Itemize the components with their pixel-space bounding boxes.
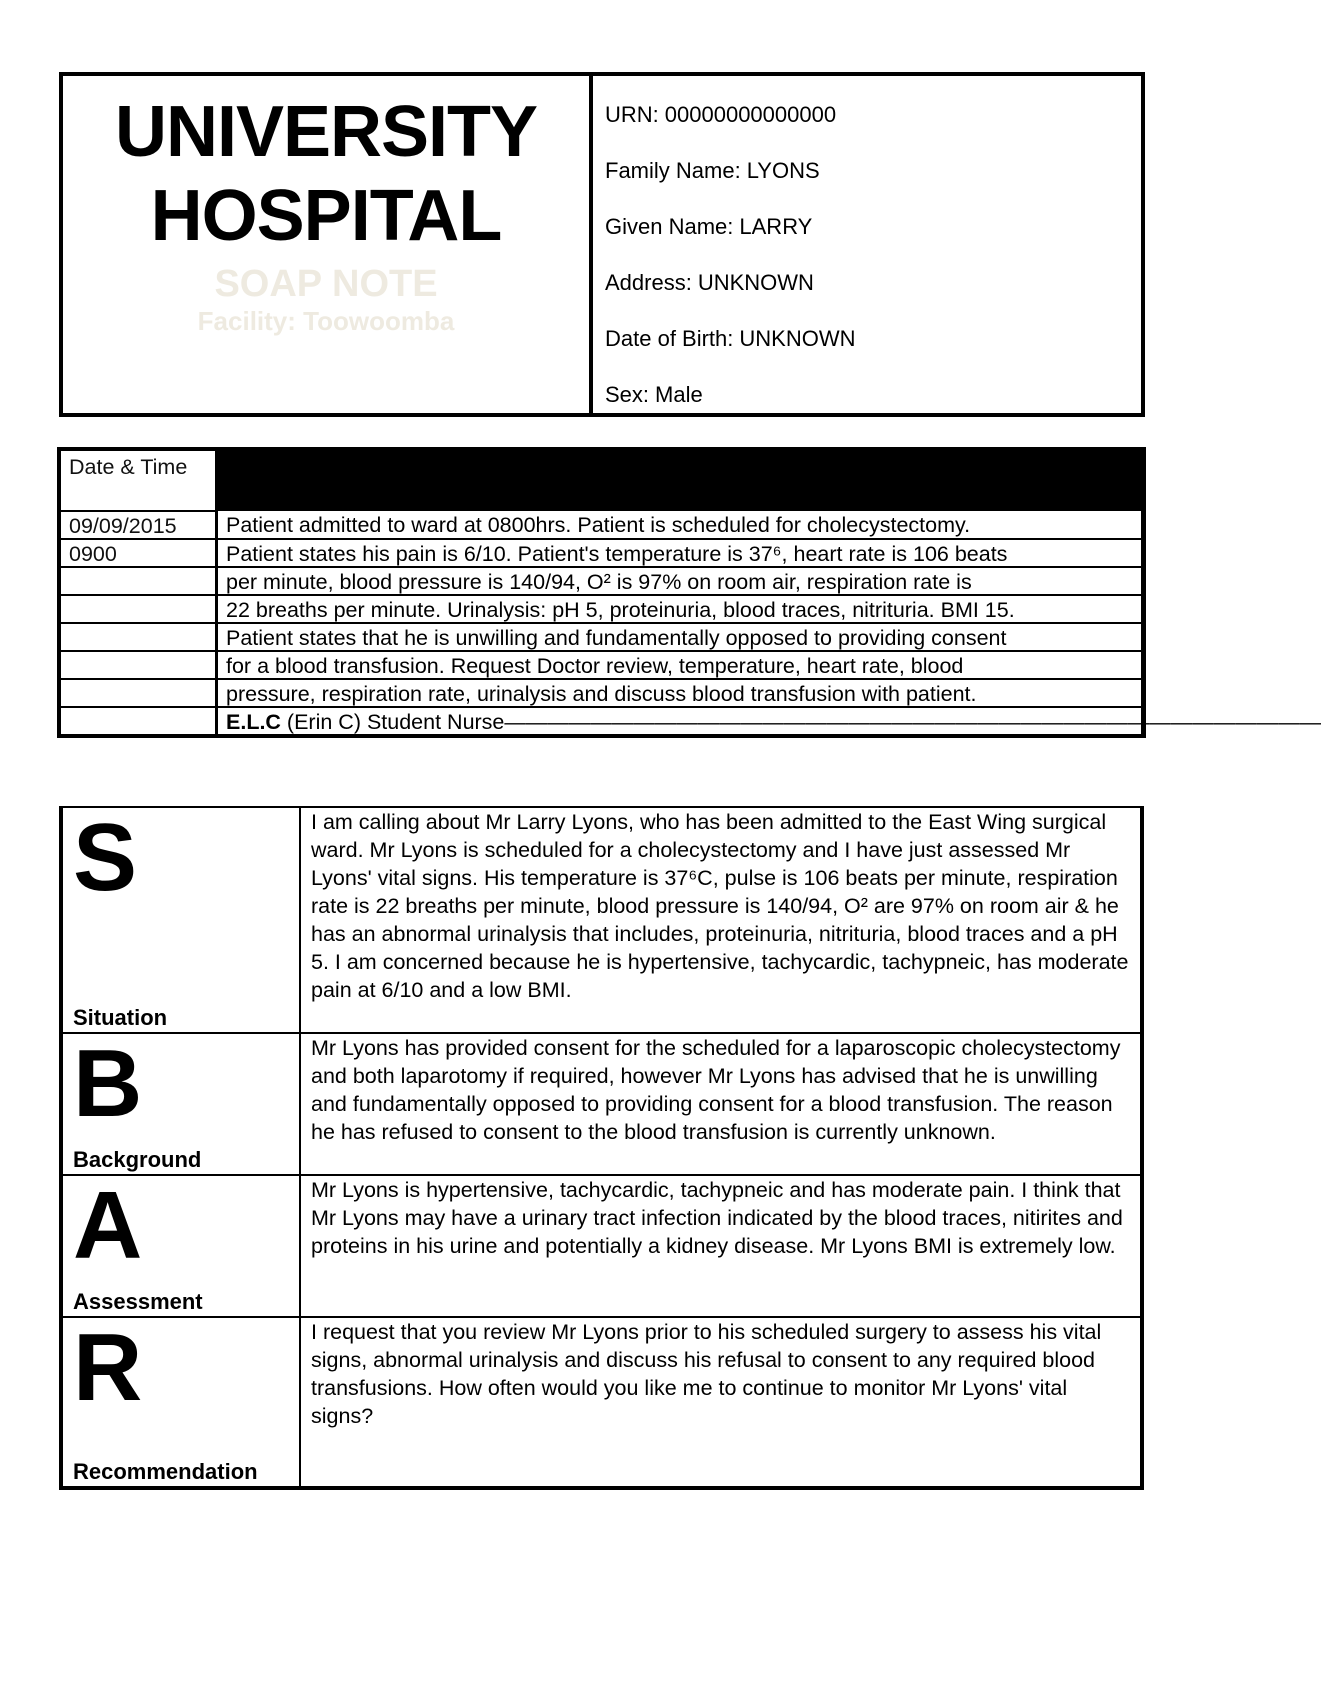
notes-header-row [61,451,1142,511]
note-line: pressure, respiration rate, urinalysis and discuss blood transfusion with patient. [217,679,1142,707]
note-date: 09/09/2015 [61,511,217,539]
note-row [61,651,1142,679]
note-time: 0900 [61,539,217,567]
hospital-name-line1: UNIVERSITY [114,92,538,172]
dob-value: UNKNOWN [739,326,856,351]
note-line: 22 breaths per minute. Urinalysis: pH 5, proteinuria, blood traces, nitrituria. BMI 15. [217,595,1142,623]
patient-header [59,72,1145,417]
note-date-empty [61,595,217,623]
note-row [61,595,1142,623]
family-name-label: Family Name: [605,158,741,183]
patient-address [605,270,1141,296]
hospital-name-line2: HOSPITAL [150,176,502,256]
note-line: per minute, blood pressure is 140/94, O² is 97% on room air, respiration rate is [217,567,1142,595]
sbar-letter-cell [62,1314,300,1487]
urn-label: URN: [605,102,659,127]
hospital-branding [63,76,593,413]
sbar-table [59,806,1144,1490]
sbar-label: Recommendation [73,1459,258,1484]
patient-sex [605,382,1141,408]
sbar-label: Situation [73,1005,168,1030]
sbar-letter: B [73,1030,143,1137]
patient-details [593,76,1141,413]
signature-line [217,707,1321,734]
sbar-text: I am calling about Mr Larry Lyons, who has been admitted to the East Wing surgical ward. Mr Lyons is scheduled for a cholecystectomy and I have just assessed Mr Lyons' vital signs. His temperature is 37⁶C, pulse is 106 beats per minute, respiration rate is 22 breaths per minute, blood pressure is 140/94, O² are 97% on room air & he has an abnormal urinalysis that includes, proteinuria, nitrituria, blood traces and a pH 5. I am concerned because he is hypertensive, tachycardic, tachypneic, has moderate pain at 6/10 and a low BMI. [300,808,1141,1033]
note-row [61,679,1142,707]
note-date-empty [61,623,217,651]
note-row [61,623,1142,651]
patient-dob [605,326,1141,352]
sbar-letter-cell [62,1172,300,1317]
signature-row [61,707,1142,734]
sbar-text: Mr Lyons has provided consent for the scheduled for a laparoscopic cholecystectomy and both laparotomy if required, however Mr Lyons has advised that he is unwilling and fundamentally opposed to providing consent for a blood transfusion. The reason he has refused to consent to the blood transfusion is currently unknown. [300,1033,1141,1175]
note-date-empty [61,707,217,734]
note-line: Patient states his pain is 6/10. Patient's temperature is 37⁶, heart rate is 106 beats [217,539,1142,567]
sbar-text: I request that you review Mr Lyons prior to his scheduled surgery to assess his vital signs, abnormal urinalysis and discuss his refusal to consent to any required blood transfusions. How often would you like me to continue to monitor Mr Lyons' vital signs? [300,1317,1141,1487]
document-title: SOAP NOTE [214,263,438,305]
notes-header-bar [217,451,1142,511]
dob-label: Date of Birth: [605,326,734,351]
given-name-label: Given Name: [605,214,734,239]
note-row [61,567,1142,595]
note-line: Patient admitted to ward at 0800hrs. Patient is scheduled for cholecystectomy. [217,511,1142,539]
sbar-row-situation [62,808,1141,1033]
note-row [61,539,1142,567]
patient-urn [605,102,1141,128]
signature-initials: E.L.C [226,710,281,734]
sex-label: Sex: [605,382,650,407]
sbar-label: Background [73,1147,202,1172]
progress-notes-table [57,447,1321,738]
note-line: for a blood transfusion. Request Doctor review, temperature, heart rate, blood [217,651,1142,679]
sbar-row-recommendation [62,1317,1141,1487]
sbar-letter-cell [62,1030,300,1175]
patient-family-name [605,158,1141,184]
address-label: Address: [605,270,692,295]
sbar-label: Assessment [73,1289,203,1314]
given-name-value: LARRY [739,214,813,239]
note-row [61,511,1142,539]
signature-name: (Erin C) Student Nurse—————————————————————————————————————— [280,710,1321,734]
patient-given-name [605,214,1141,240]
sex-value: Male [655,382,703,407]
address-value: UNKNOWN [697,270,814,295]
family-name-value: LYONS [746,158,820,183]
facility-name: Facility: Toowoomba [197,306,455,336]
sbar-letter: S [73,804,138,911]
note-line: Patient states that he is unwilling and fundamentally opposed to providing consent [217,623,1142,651]
sbar-row-background [62,1033,1141,1175]
sbar-row-assessment [62,1175,1141,1317]
sbar-letter: R [73,1314,143,1421]
sbar-text: Mr Lyons is hypertensive, tachycardic, tachypneic and has moderate pain. I think that Mr Lyons may have a urinary tract infection indicated by the blood traces, nitirites and proteins in his urine and potentially a kidney disease. Mr Lyons BMI is extremely low. [300,1175,1141,1317]
sbar-letter-cell [62,804,300,1033]
sbar-letter: A [73,1172,143,1279]
date-time-header: Date & Time [61,451,217,511]
note-date-empty [61,567,217,595]
note-date-empty [61,679,217,707]
urn-value: 00000000000000 [664,102,837,127]
note-date-empty [61,651,217,679]
